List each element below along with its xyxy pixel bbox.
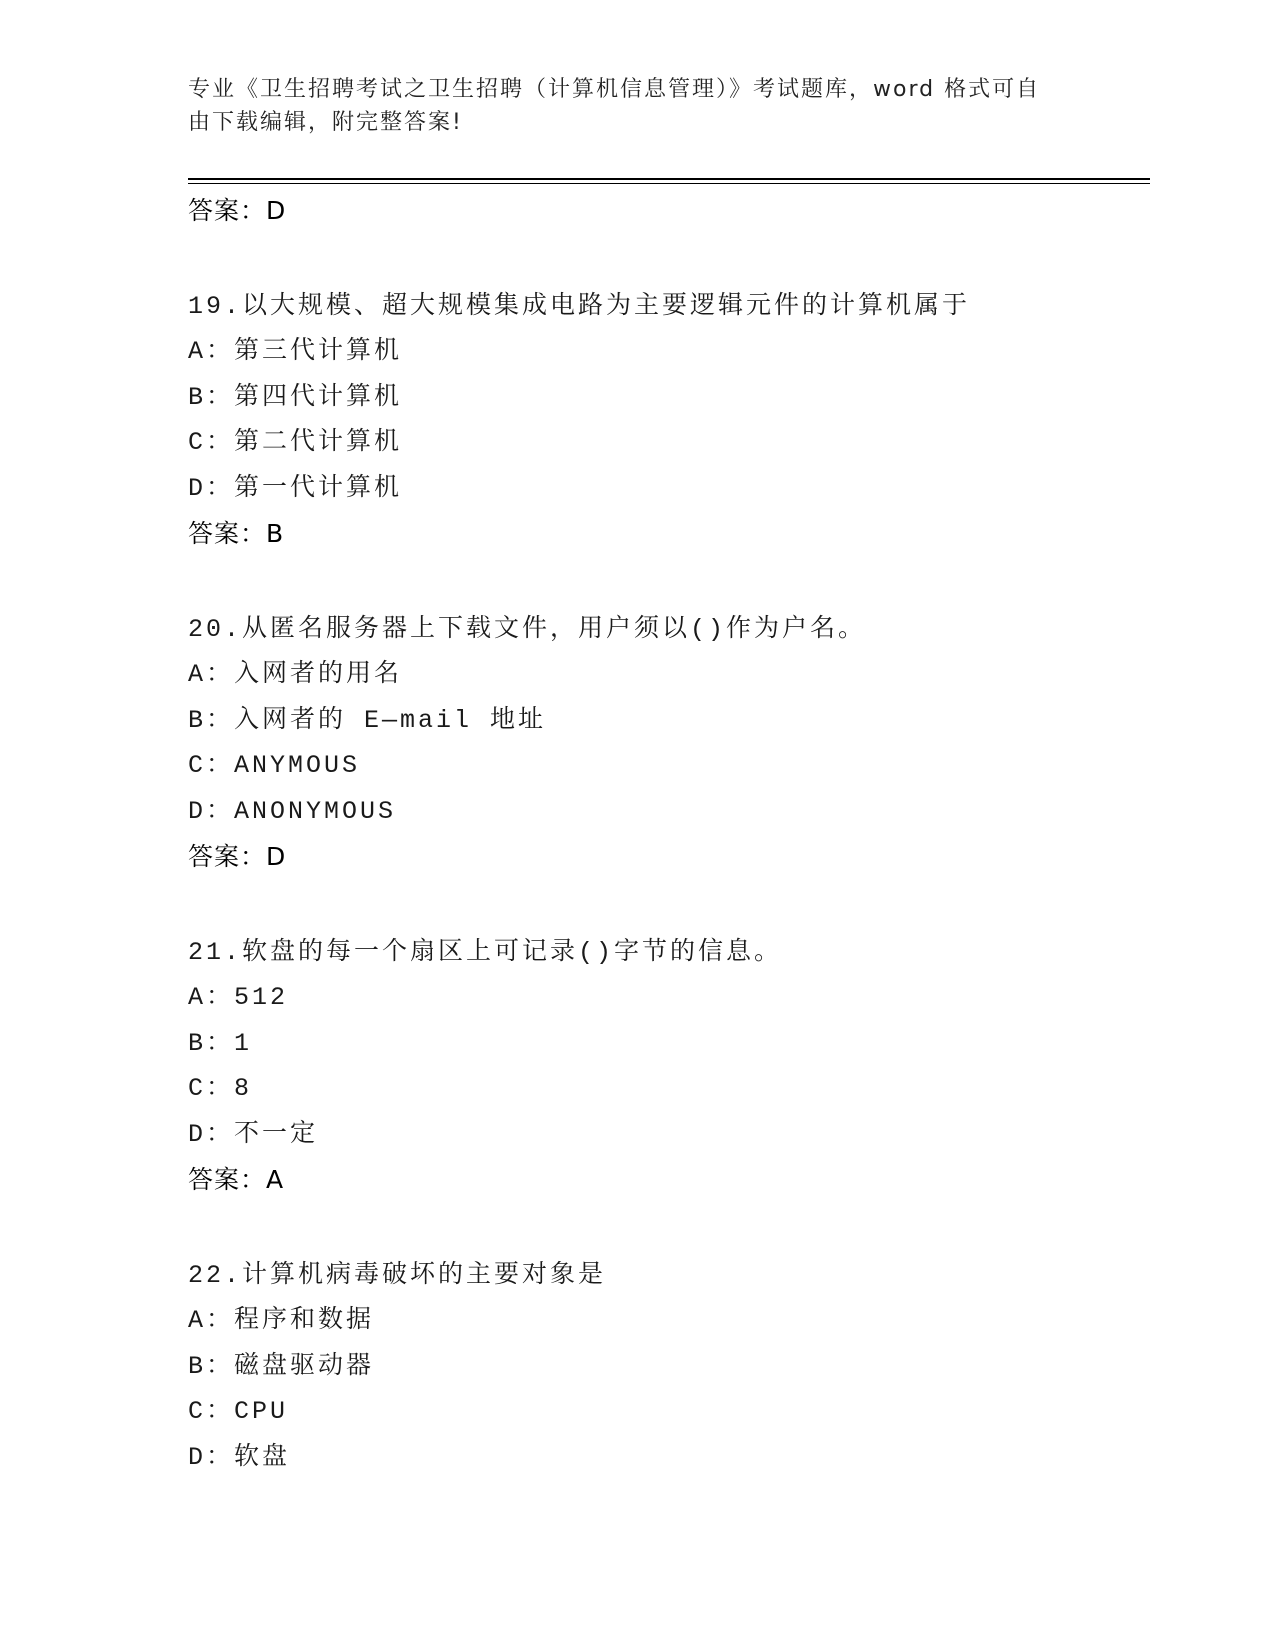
- question-text: 19.以大规模、超大规模集成电路为主要逻辑元件的计算机属于: [188, 291, 971, 321]
- option-a: A：入网者的用名: [188, 660, 403, 689]
- option-d: D：不一定: [188, 1119, 319, 1149]
- option-b: B：第四代计算机: [188, 382, 403, 412]
- question-text: 22.计算机病毒破坏的主要对象是: [188, 1260, 607, 1290]
- option-c: C：第二代计算机: [188, 428, 403, 457]
- option-c: C：ANYMOUS: [188, 751, 361, 780]
- spacer: [188, 1203, 1150, 1253]
- answer-line: 答案：D: [188, 842, 287, 871]
- option-b: B：磁盘驱动器: [188, 1351, 375, 1381]
- header-line-1: 专业《卫生招聘考试之卫生招聘（计算机信息管理）》考试题库，word 格式可自: [188, 77, 1041, 102]
- question-text: 20.从匿名服务器上下载文件，用户须以()作为户名。: [188, 614, 867, 644]
- question-block: [188, 607, 1150, 880]
- header-line-2: 由下载编辑，附完整答案!: [188, 110, 463, 135]
- document-header: [188, 73, 1078, 139]
- option-c: C：8: [188, 1074, 253, 1103]
- answer-line: 答案：B: [188, 519, 285, 548]
- spacer: [188, 557, 1150, 607]
- spacer: [188, 234, 1150, 284]
- option-a: A：第三代计算机: [188, 337, 403, 366]
- answer-line: 答案：D: [188, 196, 287, 225]
- option-d: D：软盘: [188, 1442, 291, 1472]
- question-block: [188, 1253, 1150, 1481]
- option-d: D：第一代计算机: [188, 473, 403, 503]
- answer-line: 答案：A: [188, 1165, 285, 1194]
- option-a: A：512: [188, 983, 289, 1012]
- option-a: A：程序和数据: [188, 1306, 375, 1335]
- header-divider: [188, 178, 1150, 184]
- question-block: [188, 930, 1150, 1203]
- question-list: [188, 188, 1150, 1480]
- spacer: [188, 880, 1150, 930]
- option-d: D：ANONYMOUS: [188, 796, 397, 826]
- option-c: C：CPU: [188, 1397, 289, 1426]
- option-b: B：1: [188, 1028, 253, 1058]
- question-block: [188, 284, 1150, 557]
- option-b: B：入网者的 E—mail 地址: [188, 705, 547, 735]
- question-text: 21.软盘的每一个扇区上可记录()字节的信息。: [188, 937, 783, 967]
